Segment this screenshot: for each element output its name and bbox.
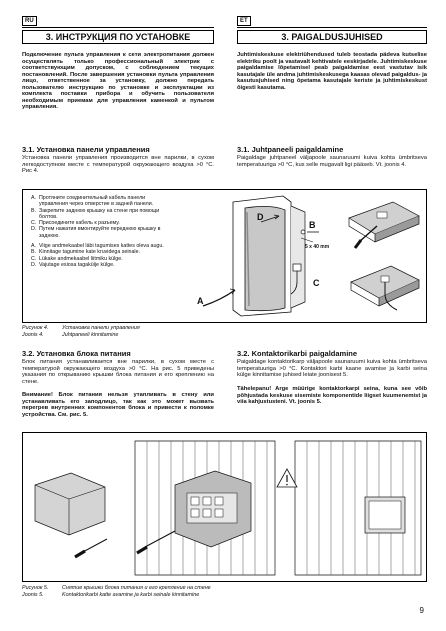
- section-title-ru: 3. ИНСТРУКЦИЯ ПО УСТАНОВКЕ: [22, 30, 214, 44]
- legend-item: A. Viige andmekaabel läbi tagumises kattes oleva augu.: [31, 243, 164, 250]
- header-rule-ru: [22, 27, 214, 28]
- legend-item: A. Протяните соединительный кабель панели управления через отверстие в задней панели.: [31, 195, 154, 208]
- psu-warning-et: Tähelepanu! Ärge müürige kontaktorkarpi seina, kuna see võib põhjustada keskuse sisemiste komponentide liigset kuumenemist ja viia kahjustusteni. Vt. joonis 5.: [237, 386, 427, 406]
- figure-4-legend: [31, 195, 173, 268]
- label-c: C: [313, 278, 320, 288]
- power-unit-drawing: [25, 435, 425, 581]
- page-number: 9: [419, 606, 424, 615]
- legend-item: B. Закрепите заднюю крышку на стене при помощи болтов.: [31, 207, 160, 220]
- psu-warning-ru: Внимание! Блок питания нельзя утапливать в стену или устанавливать его заподлицо, так как это может вызвать перегрев внутренних компонентов блока и привести к поломке устройства. См. рис. 5.: [22, 392, 214, 418]
- label-screw-size: 5 x 40 mm: [305, 244, 330, 250]
- back-plate-detail-drawing: [341, 196, 425, 256]
- connector-detail-drawing: [341, 258, 425, 320]
- section-title-et: 3. PAIGALDUSJUHISED: [237, 30, 427, 44]
- legend-item: B. Kinnitage tagumine kate kruvidega seinale.: [31, 249, 141, 256]
- label-d: D: [257, 212, 264, 222]
- psu-install-title-et: 3.2. Kontaktorikarbi paigaldamine: [237, 349, 358, 358]
- label-a: A: [197, 296, 204, 306]
- header-rule-et: [237, 27, 427, 28]
- psu-install-title-ru: 3.2. Установка блока питания: [22, 349, 131, 358]
- figure-4-caption: Рисунок 4. Установка панели управления Joonis 4. Juhtpaneeli kinnitamine: [22, 325, 140, 338]
- panel-install-text-ru: Установка панели управления производится вне парилки, в сухом легкодоступном месте с температурой окружающего воздуха >0 °C. Рис 4.: [22, 155, 214, 175]
- language-tag-et: ET: [237, 16, 251, 26]
- intro-paragraph-ru: Подключение пульта управления к сети электропитания должен осуществлять только профессиональный электрик с соответствующим допуском, с соблюдением текущих постановлений. После завершения установки пульта управления лицо, ответственное за установку, должно передать пользователю инструкцию по установке и эксплуатации из комплекта поставки прибора и обучить пользователя необходимым приемам для управления каменкой и пультом управления.: [22, 52, 214, 111]
- label-b: B: [309, 220, 316, 230]
- psu-install-text-ru: Блок питания устанавливается вне парилки, в сухом месте с температурой окружающего воздуха >0 °C. На рис. 5 приведены указания по открыванию крышки блока питания и его креплению на стене.: [22, 359, 214, 385]
- control-panel-drawing: [173, 194, 333, 320]
- language-tag-ru: RU: [22, 16, 37, 26]
- panel-install-text-et: Paigaldage juhtpaneel väljapoole saunaruumi kuiva kohta ümbritseva temperatuuriga >0 °C, kus selle mugavalt ligi pääseb. Vt. joonis 4.: [237, 155, 427, 168]
- panel-install-title-et: 3.1. Juhtpaneeli paigaldamine: [237, 145, 344, 154]
- psu-install-text-et: Paigaldage kontaktorikarp väljapoole saunaruumi kuiva kohta ümbritseva temperatuuriga >0 °C. Kontaktori karbi kaane avamise ja karbi seina külge kinnitamise juhised leiate joonisest 5.: [237, 359, 427, 379]
- legend-item: C. Lükake andmekaabel liitmiku külge.: [31, 255, 123, 262]
- figure-5-caption: Рисунок 5. Снятие крышки блока питания и его крепление на стене Joonis 5. Kontaktorikarbi katte avamine ja karbi seinale kinnitamine: [22, 585, 211, 598]
- panel-install-title-ru: 3.1. Установка панели управления: [22, 145, 150, 154]
- figure-5-power-unit-installation: [22, 432, 427, 582]
- legend-item: D. Путем нажатия вмонтируйте переднюю крышку в заднюю.: [31, 226, 161, 239]
- intro-paragraph-et: Juhtimiskeskuse elektriühendused tuleb teostada pädeva kutselise elektriku poolt ja vastavalt kehtivatele eeskirjadele. Juhtimiskeskuse paigaldamise lõpetamisel peab paigaldamise eest vastutav isik kasutajale üle andma juhtimiskeskusega kaasas olevad paigaldus- ja kasutusjuhised ning õpetama kasutajale keriste ja juhtimiskeskust õigesti kasutama.: [237, 52, 427, 91]
- figure-4-panel-installation: [22, 189, 427, 323]
- legend-item: C. Присоедините кабель к разъему.: [31, 220, 120, 227]
- legend-item: D. Vajutage esiosa tagakülje külge.: [31, 261, 115, 268]
